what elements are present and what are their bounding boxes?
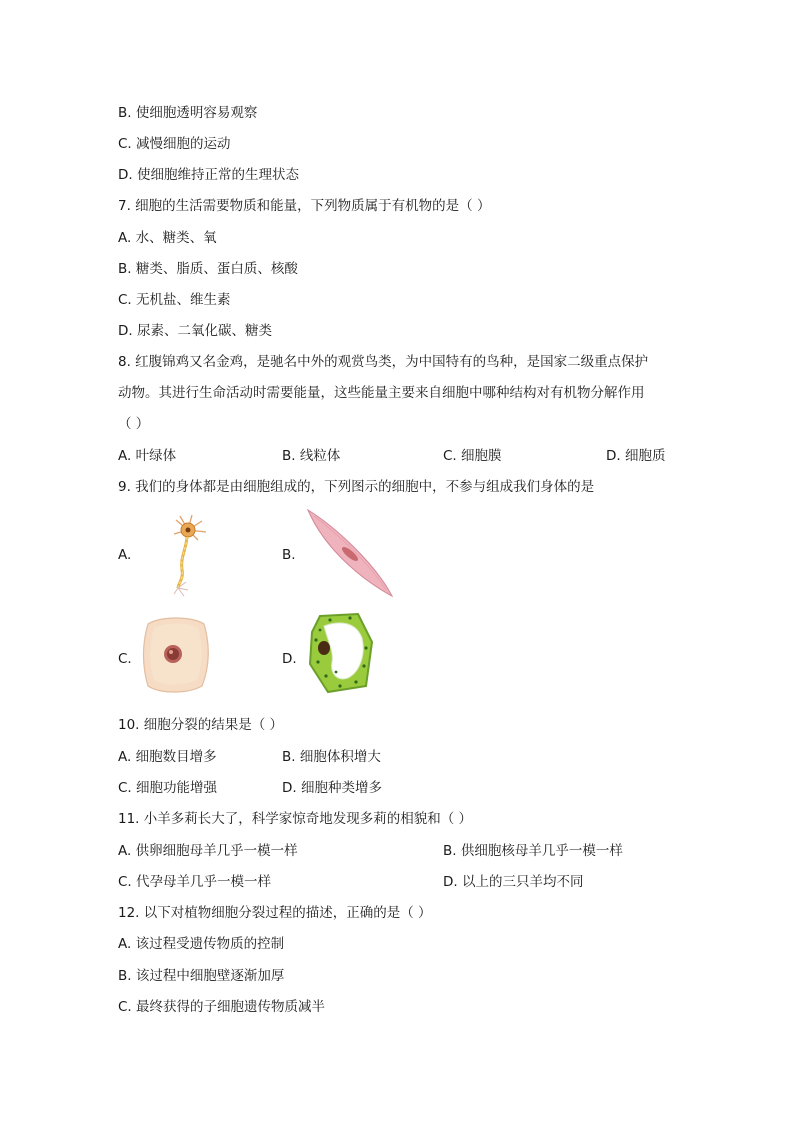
- q8-option-a: A. 叶绿体: [118, 448, 177, 464]
- q9-stem: 9. 我们的身体都是由细胞组成的，下列图示的细胞中，不参与组成我们身体的是: [118, 479, 595, 495]
- q6-option-d: D. 使细胞维持正常的生理状态: [118, 167, 299, 183]
- q10-option-b: B. 细胞体积增大: [282, 749, 381, 765]
- q8-option-b: B. 线粒体: [282, 448, 341, 464]
- q8-option-c: C. 细胞膜: [443, 448, 502, 464]
- q7-option-c: C. 无机盐、维生素: [118, 292, 231, 308]
- q10-stem: 10. 细胞分裂的结果是（ ）: [118, 717, 284, 733]
- q12-option-c: C. 最终获得的子细胞遗传物质减半: [118, 999, 326, 1015]
- q11-option-b: B. 供细胞核母羊几乎一模一样: [443, 843, 623, 859]
- q8-stem-line3: （ ）: [118, 416, 150, 432]
- q11-option-c: C. 代孕母羊几乎一模一样: [118, 874, 272, 890]
- q10-option-c: C. 细胞功能增强: [118, 780, 218, 796]
- q7-stem: 7. 细胞的生活需要物质和能量，下列物质属于有机物的是（ ）: [118, 198, 491, 214]
- q9-label-a: A.: [118, 547, 132, 563]
- egg-cell-icon: [140, 614, 210, 694]
- q7-option-d: D. 尿素、二氧化碳、糖类: [118, 323, 272, 339]
- muscle-cell-icon: [304, 506, 396, 600]
- q10-option-d: D. 细胞种类增多: [282, 780, 382, 796]
- q11-stem: 11. 小羊多莉长大了，科学家惊奇地发现多莉的相貌和（ ）: [118, 811, 473, 827]
- q9-label-c: C.: [118, 651, 132, 667]
- q12-option-b: B. 该过程中细胞壁逐渐加厚: [118, 968, 285, 984]
- q8-stem-line1: 8. 红腹锦鸡又名金鸡，是驰名中外的观赏鸟类，为中国特有的鸟种，是国家二级重点保护: [118, 354, 649, 370]
- plant-cell-icon: [306, 612, 376, 694]
- q8-stem-line2: 动物。其进行生命活动时需要能量，这些能量主要来自细胞中哪种结构对有机物分解作用: [118, 385, 645, 401]
- neuron-cell-icon: [158, 512, 218, 598]
- q12-option-a: A. 该过程受遗传物质的控制: [118, 936, 285, 952]
- q6-option-b: B. 使细胞透明容易观察: [118, 105, 258, 121]
- q11-option-a: A. 供卵细胞母羊几乎一模一样: [118, 843, 298, 859]
- q7-option-b: B. 糖类、脂质、蛋白质、核酸: [118, 261, 298, 277]
- q7-option-a: A. 水、糖类、氧: [118, 230, 217, 246]
- q10-option-a: A. 细胞数目增多: [118, 749, 217, 765]
- q9-label-d: D.: [282, 651, 297, 667]
- q6-option-c: C. 减慢细胞的运动: [118, 136, 231, 152]
- q8-option-d: D. 细胞质: [606, 448, 666, 464]
- q12-stem: 12. 以下对植物细胞分裂过程的描述，正确的是（ ）: [118, 905, 432, 921]
- q9-label-b: B.: [282, 547, 296, 563]
- q11-option-d: D. 以上的三只羊均不同: [443, 874, 584, 890]
